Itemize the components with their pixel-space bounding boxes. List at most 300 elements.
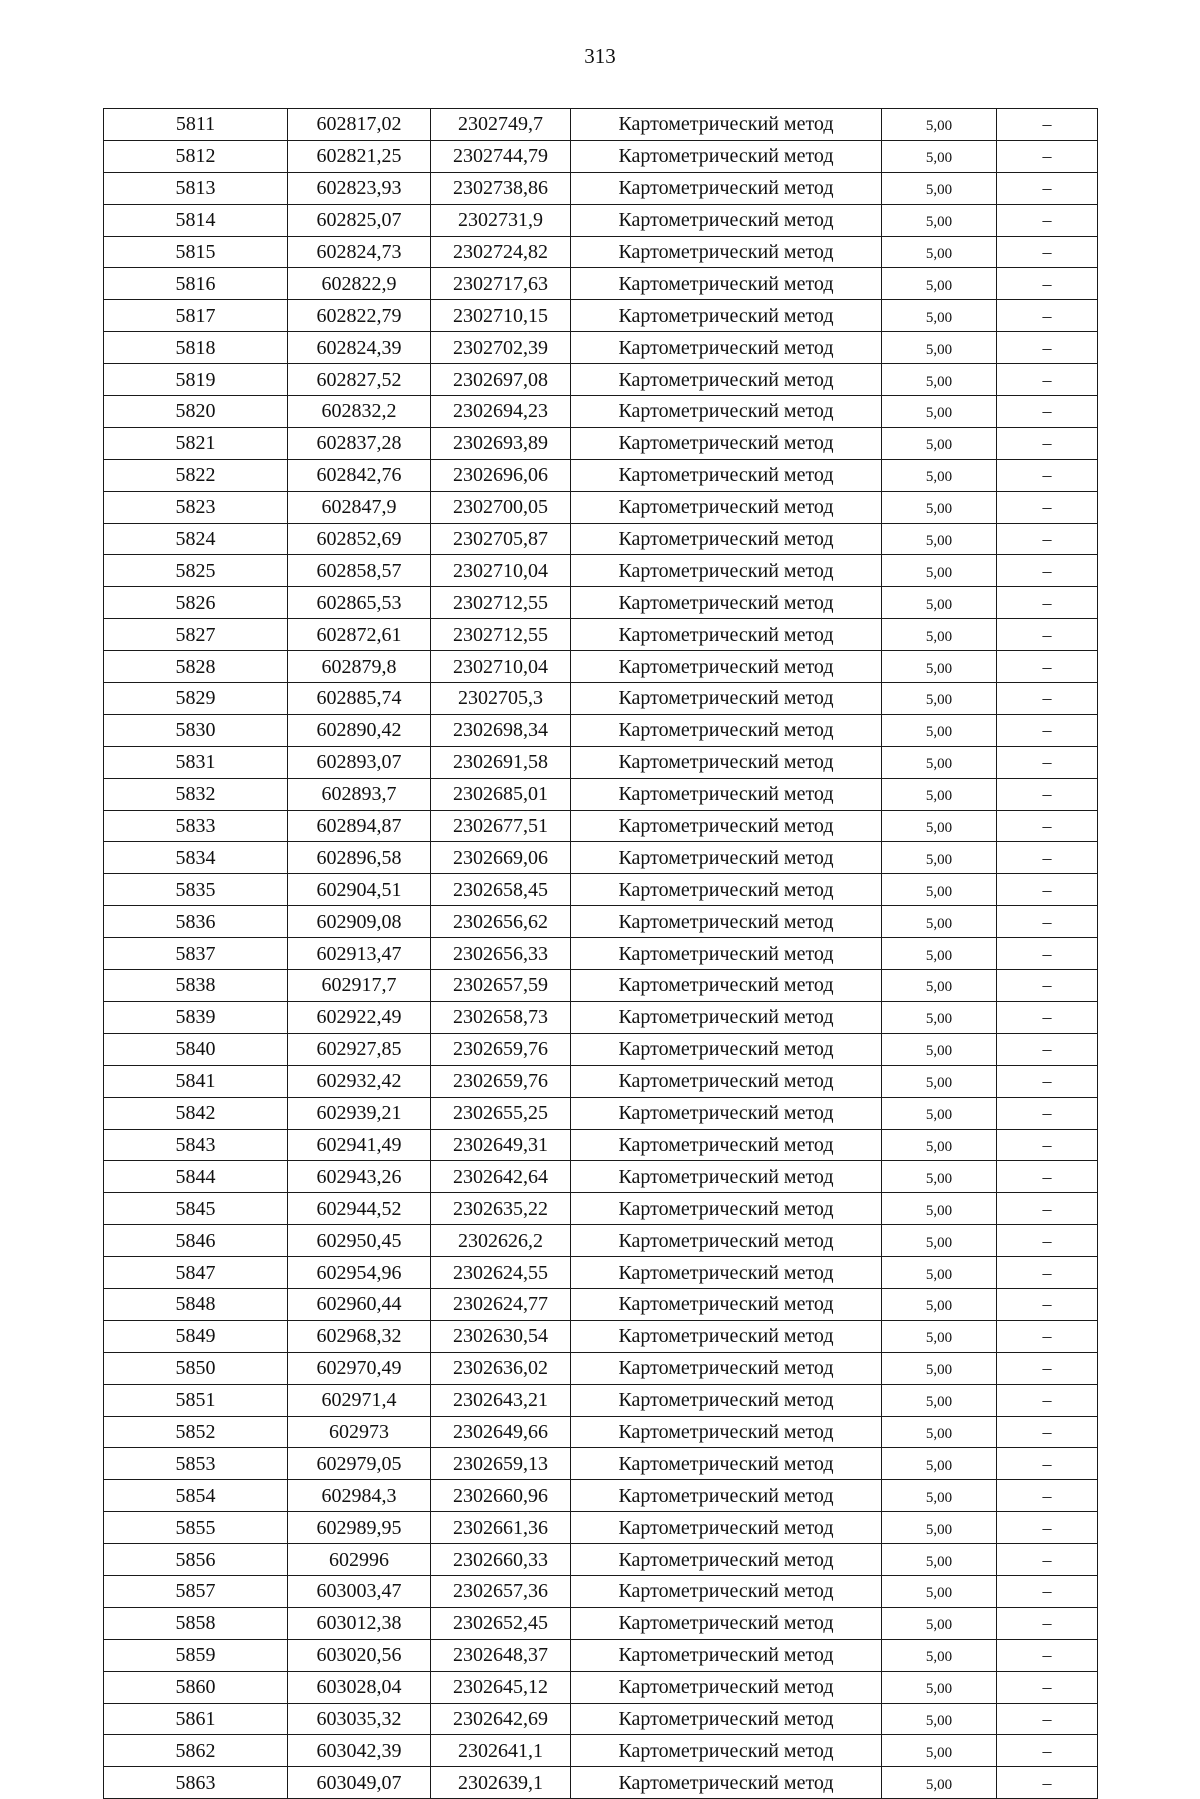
point-number-cell: 5822 bbox=[104, 459, 288, 491]
table-row bbox=[104, 172, 1098, 204]
table-row bbox=[104, 396, 1098, 428]
point-number-cell: 5839 bbox=[104, 1001, 288, 1033]
method-cell: Картометрический метод bbox=[571, 1033, 882, 1065]
accuracy-cell: 5,00 bbox=[882, 332, 997, 364]
table-row bbox=[104, 810, 1098, 842]
table-row bbox=[104, 1512, 1098, 1544]
y-coordinate-cell: 2302657,36 bbox=[431, 1575, 571, 1607]
x-coordinate-cell: 602904,51 bbox=[288, 874, 431, 906]
accuracy-cell: 5,00 bbox=[882, 1480, 997, 1512]
x-coordinate-cell: 602879,8 bbox=[288, 651, 431, 683]
y-coordinate-cell: 2302645,12 bbox=[431, 1671, 571, 1703]
x-coordinate-cell: 603049,07 bbox=[288, 1767, 431, 1799]
point-number-cell: 5847 bbox=[104, 1257, 288, 1289]
point-number-cell: 5811 bbox=[104, 109, 288, 141]
point-number-cell: 5838 bbox=[104, 970, 288, 1002]
x-coordinate-cell: 602970,49 bbox=[288, 1352, 431, 1384]
table-row bbox=[104, 938, 1098, 970]
note-cell: – bbox=[997, 364, 1098, 396]
table-row bbox=[104, 1033, 1098, 1065]
x-coordinate-cell: 602893,07 bbox=[288, 746, 431, 778]
point-number-cell: 5845 bbox=[104, 1193, 288, 1225]
point-number-cell: 5816 bbox=[104, 268, 288, 300]
point-number-cell: 5855 bbox=[104, 1512, 288, 1544]
point-number-cell: 5817 bbox=[104, 300, 288, 332]
accuracy-cell: 5,00 bbox=[882, 683, 997, 715]
y-coordinate-cell: 2302656,62 bbox=[431, 906, 571, 938]
x-coordinate-cell: 602971,4 bbox=[288, 1384, 431, 1416]
point-number-cell: 5828 bbox=[104, 651, 288, 683]
method-cell: Картометрический метод bbox=[571, 1065, 882, 1097]
x-coordinate-cell: 602865,53 bbox=[288, 587, 431, 619]
accuracy-cell: 5,00 bbox=[882, 1097, 997, 1129]
y-coordinate-cell: 2302697,08 bbox=[431, 364, 571, 396]
accuracy-cell: 5,00 bbox=[882, 1352, 997, 1384]
point-number-cell: 5857 bbox=[104, 1575, 288, 1607]
note-cell: – bbox=[997, 1735, 1098, 1767]
point-number-cell: 5843 bbox=[104, 1129, 288, 1161]
table-row bbox=[104, 459, 1098, 491]
table-row bbox=[104, 1384, 1098, 1416]
note-cell: – bbox=[997, 204, 1098, 236]
method-cell: Картометрический метод bbox=[571, 1703, 882, 1735]
method-cell: Картометрический метод bbox=[571, 555, 882, 587]
x-coordinate-cell: 603028,04 bbox=[288, 1671, 431, 1703]
y-coordinate-cell: 2302660,96 bbox=[431, 1480, 571, 1512]
note-cell: – bbox=[997, 1097, 1098, 1129]
table-row bbox=[104, 1193, 1098, 1225]
x-coordinate-cell: 602932,42 bbox=[288, 1065, 431, 1097]
y-coordinate-cell: 2302658,45 bbox=[431, 874, 571, 906]
x-coordinate-cell: 602917,7 bbox=[288, 970, 431, 1002]
x-coordinate-cell: 602837,28 bbox=[288, 427, 431, 459]
x-coordinate-cell: 602842,76 bbox=[288, 459, 431, 491]
table-row bbox=[104, 714, 1098, 746]
table-row bbox=[104, 1575, 1098, 1607]
point-number-cell: 5827 bbox=[104, 619, 288, 651]
y-coordinate-cell: 2302700,05 bbox=[431, 491, 571, 523]
accuracy-cell: 5,00 bbox=[882, 778, 997, 810]
point-number-cell: 5832 bbox=[104, 778, 288, 810]
x-coordinate-cell: 602984,3 bbox=[288, 1480, 431, 1512]
note-cell: – bbox=[997, 523, 1098, 555]
point-number-cell: 5846 bbox=[104, 1225, 288, 1257]
point-number-cell: 5844 bbox=[104, 1161, 288, 1193]
x-coordinate-cell: 602821,25 bbox=[288, 140, 431, 172]
table-row bbox=[104, 1671, 1098, 1703]
method-cell: Картометрический метод bbox=[571, 1512, 882, 1544]
x-coordinate-cell: 602944,52 bbox=[288, 1193, 431, 1225]
y-coordinate-cell: 2302702,39 bbox=[431, 332, 571, 364]
x-coordinate-cell: 602939,21 bbox=[288, 1097, 431, 1129]
accuracy-cell: 5,00 bbox=[882, 1607, 997, 1639]
method-cell: Картометрический метод bbox=[571, 587, 882, 619]
point-number-cell: 5821 bbox=[104, 427, 288, 459]
accuracy-cell: 5,00 bbox=[882, 491, 997, 523]
y-coordinate-cell: 2302685,01 bbox=[431, 778, 571, 810]
method-cell: Картометрический метод bbox=[571, 300, 882, 332]
note-cell: – bbox=[997, 332, 1098, 364]
method-cell: Картометрический метод bbox=[571, 1320, 882, 1352]
method-cell: Картометрический метод bbox=[571, 1352, 882, 1384]
x-coordinate-cell: 602885,74 bbox=[288, 683, 431, 715]
point-number-cell: 5840 bbox=[104, 1033, 288, 1065]
y-coordinate-cell: 2302656,33 bbox=[431, 938, 571, 970]
method-cell: Картометрический метод bbox=[571, 1161, 882, 1193]
method-cell: Картометрический метод bbox=[571, 1480, 882, 1512]
accuracy-cell: 5,00 bbox=[882, 364, 997, 396]
y-coordinate-cell: 2302636,02 bbox=[431, 1352, 571, 1384]
x-coordinate-cell: 602913,47 bbox=[288, 938, 431, 970]
note-cell: – bbox=[997, 236, 1098, 268]
table-row bbox=[104, 300, 1098, 332]
point-number-cell: 5858 bbox=[104, 1607, 288, 1639]
accuracy-cell: 5,00 bbox=[882, 140, 997, 172]
accuracy-cell: 5,00 bbox=[882, 1384, 997, 1416]
note-cell: – bbox=[997, 778, 1098, 810]
x-coordinate-cell: 602827,52 bbox=[288, 364, 431, 396]
accuracy-cell: 5,00 bbox=[882, 427, 997, 459]
y-coordinate-cell: 2302643,21 bbox=[431, 1384, 571, 1416]
method-cell: Картометрический метод bbox=[571, 1767, 882, 1799]
note-cell: – bbox=[997, 1033, 1098, 1065]
y-coordinate-cell: 2302649,66 bbox=[431, 1416, 571, 1448]
method-cell: Картометрический метод bbox=[571, 970, 882, 1002]
method-cell: Картометрический метод bbox=[571, 268, 882, 300]
point-number-cell: 5850 bbox=[104, 1352, 288, 1384]
accuracy-cell: 5,00 bbox=[882, 874, 997, 906]
note-cell: – bbox=[997, 1193, 1098, 1225]
table-row bbox=[104, 1225, 1098, 1257]
table-row bbox=[104, 1607, 1098, 1639]
y-coordinate-cell: 2302694,23 bbox=[431, 396, 571, 428]
x-coordinate-cell: 602941,49 bbox=[288, 1129, 431, 1161]
note-cell: – bbox=[997, 1480, 1098, 1512]
y-coordinate-cell: 2302710,04 bbox=[431, 555, 571, 587]
table-row bbox=[104, 874, 1098, 906]
method-cell: Картометрический метод bbox=[571, 778, 882, 810]
x-coordinate-cell: 602927,85 bbox=[288, 1033, 431, 1065]
table-row bbox=[104, 1767, 1098, 1799]
note-cell: – bbox=[997, 683, 1098, 715]
x-coordinate-cell: 603020,56 bbox=[288, 1639, 431, 1671]
x-coordinate-cell: 602893,7 bbox=[288, 778, 431, 810]
note-cell: – bbox=[997, 1544, 1098, 1576]
table-row bbox=[104, 1735, 1098, 1767]
y-coordinate-cell: 2302630,54 bbox=[431, 1320, 571, 1352]
table-row bbox=[104, 1544, 1098, 1576]
accuracy-cell: 5,00 bbox=[882, 746, 997, 778]
y-coordinate-cell: 2302658,73 bbox=[431, 1001, 571, 1033]
method-cell: Картометрический метод bbox=[571, 714, 882, 746]
y-coordinate-cell: 2302655,25 bbox=[431, 1097, 571, 1129]
note-cell: – bbox=[997, 874, 1098, 906]
accuracy-cell: 5,00 bbox=[882, 1639, 997, 1671]
table-row bbox=[104, 842, 1098, 874]
method-cell: Картометрический метод bbox=[571, 459, 882, 491]
point-number-cell: 5851 bbox=[104, 1384, 288, 1416]
table-row bbox=[104, 427, 1098, 459]
y-coordinate-cell: 2302641,1 bbox=[431, 1735, 571, 1767]
method-cell: Картометрический метод bbox=[571, 1544, 882, 1576]
method-cell: Картометрический метод bbox=[571, 1288, 882, 1320]
y-coordinate-cell: 2302712,55 bbox=[431, 587, 571, 619]
table-row bbox=[104, 1065, 1098, 1097]
method-cell: Картометрический метод bbox=[571, 109, 882, 141]
x-coordinate-cell: 602825,07 bbox=[288, 204, 431, 236]
table-row bbox=[104, 1161, 1098, 1193]
accuracy-cell: 5,00 bbox=[882, 906, 997, 938]
method-cell: Картометрический метод bbox=[571, 236, 882, 268]
x-coordinate-cell: 602817,02 bbox=[288, 109, 431, 141]
table-row bbox=[104, 364, 1098, 396]
point-number-cell: 5836 bbox=[104, 906, 288, 938]
note-cell: – bbox=[997, 459, 1098, 491]
method-cell: Картометрический метод bbox=[571, 204, 882, 236]
note-cell: – bbox=[997, 1129, 1098, 1161]
method-cell: Картометрический метод bbox=[571, 172, 882, 204]
point-number-cell: 5848 bbox=[104, 1288, 288, 1320]
point-number-cell: 5813 bbox=[104, 172, 288, 204]
point-number-cell: 5841 bbox=[104, 1065, 288, 1097]
y-coordinate-cell: 2302710,15 bbox=[431, 300, 571, 332]
point-number-cell: 5835 bbox=[104, 874, 288, 906]
accuracy-cell: 5,00 bbox=[882, 1225, 997, 1257]
note-cell: – bbox=[997, 396, 1098, 428]
method-cell: Картометрический метод bbox=[571, 1193, 882, 1225]
x-coordinate-cell: 602896,58 bbox=[288, 842, 431, 874]
x-coordinate-cell: 602822,79 bbox=[288, 300, 431, 332]
point-number-cell: 5854 bbox=[104, 1480, 288, 1512]
accuracy-cell: 5,00 bbox=[882, 970, 997, 1002]
table-row bbox=[104, 587, 1098, 619]
method-cell: Картометрический метод bbox=[571, 364, 882, 396]
point-number-cell: 5860 bbox=[104, 1671, 288, 1703]
x-coordinate-cell: 602847,9 bbox=[288, 491, 431, 523]
y-coordinate-cell: 2302639,1 bbox=[431, 1767, 571, 1799]
note-cell: – bbox=[997, 1575, 1098, 1607]
accuracy-cell: 5,00 bbox=[882, 1161, 997, 1193]
method-cell: Картометрический метод bbox=[571, 1384, 882, 1416]
y-coordinate-cell: 2302738,86 bbox=[431, 172, 571, 204]
table-row bbox=[104, 332, 1098, 364]
y-coordinate-cell: 2302657,59 bbox=[431, 970, 571, 1002]
x-coordinate-cell: 603042,39 bbox=[288, 1735, 431, 1767]
y-coordinate-cell: 2302648,37 bbox=[431, 1639, 571, 1671]
y-coordinate-cell: 2302642,69 bbox=[431, 1703, 571, 1735]
method-cell: Картометрический метод bbox=[571, 1575, 882, 1607]
method-cell: Картометрический метод bbox=[571, 1639, 882, 1671]
accuracy-cell: 5,00 bbox=[882, 1575, 997, 1607]
y-coordinate-cell: 2302693,89 bbox=[431, 427, 571, 459]
y-coordinate-cell: 2302626,2 bbox=[431, 1225, 571, 1257]
accuracy-cell: 5,00 bbox=[882, 1129, 997, 1161]
point-number-cell: 5842 bbox=[104, 1097, 288, 1129]
point-number-cell: 5814 bbox=[104, 204, 288, 236]
x-coordinate-cell: 602872,61 bbox=[288, 619, 431, 651]
page-number: 313 bbox=[584, 44, 616, 68]
table-row bbox=[104, 651, 1098, 683]
note-cell: – bbox=[997, 1352, 1098, 1384]
method-cell: Картометрический метод bbox=[571, 683, 882, 715]
note-cell: – bbox=[997, 1639, 1098, 1671]
point-number-cell: 5823 bbox=[104, 491, 288, 523]
x-coordinate-cell: 602822,9 bbox=[288, 268, 431, 300]
table-row bbox=[104, 683, 1098, 715]
note-cell: – bbox=[997, 1065, 1098, 1097]
y-coordinate-cell: 2302642,64 bbox=[431, 1161, 571, 1193]
x-coordinate-cell: 602852,69 bbox=[288, 523, 431, 555]
y-coordinate-cell: 2302710,04 bbox=[431, 651, 571, 683]
point-number-cell: 5824 bbox=[104, 523, 288, 555]
accuracy-cell: 5,00 bbox=[882, 587, 997, 619]
note-cell: – bbox=[997, 1225, 1098, 1257]
x-coordinate-cell: 603012,38 bbox=[288, 1607, 431, 1639]
y-coordinate-cell: 2302705,87 bbox=[431, 523, 571, 555]
method-cell: Картометрический метод bbox=[571, 874, 882, 906]
table-row bbox=[104, 1097, 1098, 1129]
point-number-cell: 5862 bbox=[104, 1735, 288, 1767]
x-coordinate-cell: 602890,42 bbox=[288, 714, 431, 746]
accuracy-cell: 5,00 bbox=[882, 1001, 997, 1033]
y-coordinate-cell: 2302649,31 bbox=[431, 1129, 571, 1161]
y-coordinate-cell: 2302705,3 bbox=[431, 683, 571, 715]
table-row bbox=[104, 1639, 1098, 1671]
table-row bbox=[104, 1288, 1098, 1320]
point-number-cell: 5826 bbox=[104, 587, 288, 619]
y-coordinate-cell: 2302660,33 bbox=[431, 1544, 571, 1576]
table-row bbox=[104, 1352, 1098, 1384]
point-number-cell: 5859 bbox=[104, 1639, 288, 1671]
table-row bbox=[104, 1448, 1098, 1480]
y-coordinate-cell: 2302698,34 bbox=[431, 714, 571, 746]
table-row bbox=[104, 491, 1098, 523]
accuracy-cell: 5,00 bbox=[882, 842, 997, 874]
accuracy-cell: 5,00 bbox=[882, 236, 997, 268]
point-number-cell: 5853 bbox=[104, 1448, 288, 1480]
method-cell: Картометрический метод bbox=[571, 1001, 882, 1033]
y-coordinate-cell: 2302661,36 bbox=[431, 1512, 571, 1544]
accuracy-cell: 5,00 bbox=[882, 1065, 997, 1097]
accuracy-cell: 5,00 bbox=[882, 651, 997, 683]
point-number-cell: 5829 bbox=[104, 683, 288, 715]
method-cell: Картометрический метод bbox=[571, 332, 882, 364]
coordinates-table-body bbox=[104, 109, 1098, 1799]
point-number-cell: 5818 bbox=[104, 332, 288, 364]
method-cell: Картометрический метод bbox=[571, 1735, 882, 1767]
table-row bbox=[104, 1001, 1098, 1033]
note-cell: – bbox=[997, 842, 1098, 874]
x-coordinate-cell: 602968,32 bbox=[288, 1320, 431, 1352]
table-row bbox=[104, 1703, 1098, 1735]
method-cell: Картометрический метод bbox=[571, 1416, 882, 1448]
method-cell: Картометрический метод bbox=[571, 1671, 882, 1703]
method-cell: Картометрический метод bbox=[571, 1607, 882, 1639]
x-coordinate-cell: 602824,73 bbox=[288, 236, 431, 268]
table-row bbox=[104, 1480, 1098, 1512]
point-number-cell: 5849 bbox=[104, 1320, 288, 1352]
y-coordinate-cell: 2302635,22 bbox=[431, 1193, 571, 1225]
y-coordinate-cell: 2302669,06 bbox=[431, 842, 571, 874]
accuracy-cell: 5,00 bbox=[882, 1448, 997, 1480]
accuracy-cell: 5,00 bbox=[882, 1288, 997, 1320]
table-row bbox=[104, 619, 1098, 651]
coordinates-table bbox=[103, 108, 1098, 1799]
point-number-cell: 5819 bbox=[104, 364, 288, 396]
note-cell: – bbox=[997, 619, 1098, 651]
x-coordinate-cell: 602996 bbox=[288, 1544, 431, 1576]
point-number-cell: 5831 bbox=[104, 746, 288, 778]
table-row bbox=[104, 906, 1098, 938]
accuracy-cell: 5,00 bbox=[882, 1416, 997, 1448]
point-number-cell: 5820 bbox=[104, 396, 288, 428]
note-cell: – bbox=[997, 172, 1098, 204]
note-cell: – bbox=[997, 1161, 1098, 1193]
note-cell: – bbox=[997, 427, 1098, 459]
x-coordinate-cell: 602979,05 bbox=[288, 1448, 431, 1480]
table-row bbox=[104, 1257, 1098, 1289]
y-coordinate-cell: 2302749,7 bbox=[431, 109, 571, 141]
method-cell: Картометрический метод bbox=[571, 842, 882, 874]
accuracy-cell: 5,00 bbox=[882, 1193, 997, 1225]
x-coordinate-cell: 602960,44 bbox=[288, 1288, 431, 1320]
note-cell: – bbox=[997, 1448, 1098, 1480]
method-cell: Картометрический метод bbox=[571, 1129, 882, 1161]
y-coordinate-cell: 2302652,45 bbox=[431, 1607, 571, 1639]
y-coordinate-cell: 2302659,13 bbox=[431, 1448, 571, 1480]
accuracy-cell: 5,00 bbox=[882, 300, 997, 332]
table-row bbox=[104, 746, 1098, 778]
accuracy-cell: 5,00 bbox=[882, 172, 997, 204]
accuracy-cell: 5,00 bbox=[882, 1320, 997, 1352]
x-coordinate-cell: 602943,26 bbox=[288, 1161, 431, 1193]
note-cell: – bbox=[997, 1512, 1098, 1544]
accuracy-cell: 5,00 bbox=[882, 938, 997, 970]
y-coordinate-cell: 2302691,58 bbox=[431, 746, 571, 778]
method-cell: Картометрический метод bbox=[571, 140, 882, 172]
table-row bbox=[104, 555, 1098, 587]
note-cell: – bbox=[997, 1767, 1098, 1799]
accuracy-cell: 5,00 bbox=[882, 268, 997, 300]
accuracy-cell: 5,00 bbox=[882, 714, 997, 746]
method-cell: Картометрический метод bbox=[571, 746, 882, 778]
accuracy-cell: 5,00 bbox=[882, 810, 997, 842]
y-coordinate-cell: 2302712,55 bbox=[431, 619, 571, 651]
accuracy-cell: 5,00 bbox=[882, 619, 997, 651]
note-cell: – bbox=[997, 109, 1098, 141]
y-coordinate-cell: 2302717,63 bbox=[431, 268, 571, 300]
table-row bbox=[104, 140, 1098, 172]
x-coordinate-cell: 602894,87 bbox=[288, 810, 431, 842]
point-number-cell: 5861 bbox=[104, 1703, 288, 1735]
x-coordinate-cell: 602858,57 bbox=[288, 555, 431, 587]
x-coordinate-cell: 602823,93 bbox=[288, 172, 431, 204]
accuracy-cell: 5,00 bbox=[882, 396, 997, 428]
point-number-cell: 5825 bbox=[104, 555, 288, 587]
note-cell: – bbox=[997, 970, 1098, 1002]
note-cell: – bbox=[997, 1671, 1098, 1703]
method-cell: Картометрический метод bbox=[571, 396, 882, 428]
table-row bbox=[104, 236, 1098, 268]
point-number-cell: 5856 bbox=[104, 1544, 288, 1576]
point-number-cell: 5830 bbox=[104, 714, 288, 746]
note-cell: – bbox=[997, 1320, 1098, 1352]
note-cell: – bbox=[997, 587, 1098, 619]
note-cell: – bbox=[997, 714, 1098, 746]
y-coordinate-cell: 2302659,76 bbox=[431, 1033, 571, 1065]
note-cell: – bbox=[997, 1288, 1098, 1320]
point-number-cell: 5863 bbox=[104, 1767, 288, 1799]
